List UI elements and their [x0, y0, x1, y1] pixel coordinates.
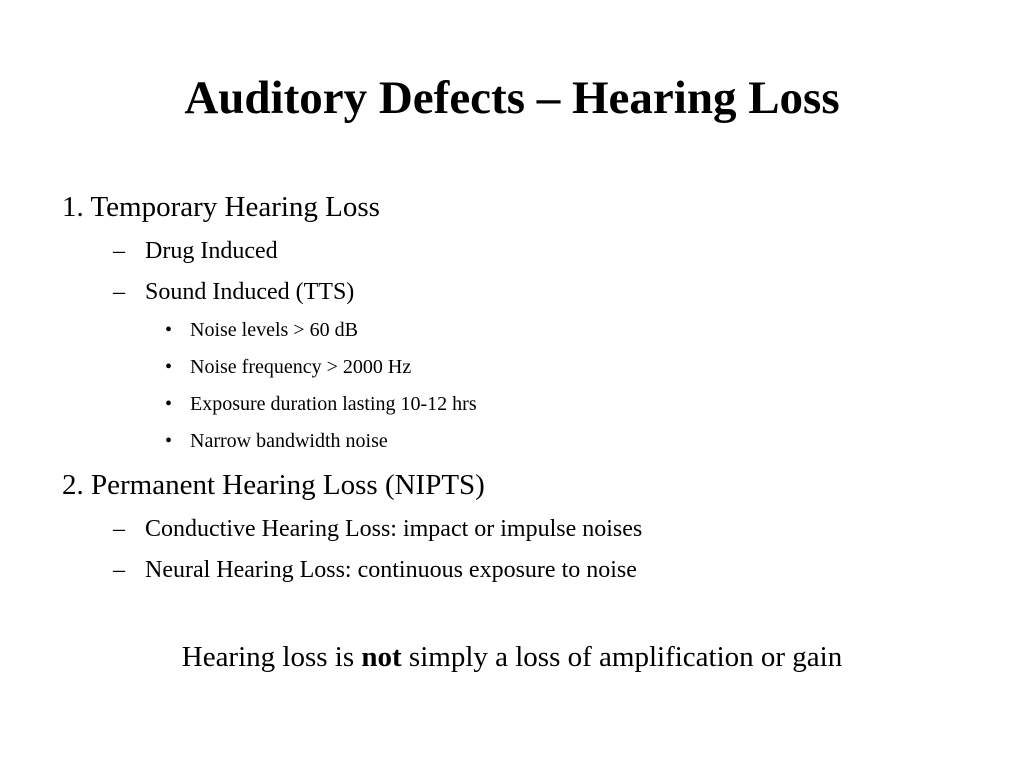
list-item-text: Neural Hearing Loss: continuous exposure to noise: [145, 557, 637, 583]
list-item-text: Sound Induced (TTS): [145, 279, 355, 305]
sub-item-text: Narrow bandwidth noise: [190, 430, 388, 452]
list-item-conductive: [113, 514, 642, 544]
sub-item-noise-levels: [162, 317, 358, 343]
section-heading-temporary: 1. Temporary Hearing Loss: [62, 191, 380, 223]
bullet-icon: •: [165, 319, 173, 341]
list-item-neural: [113, 555, 637, 585]
dash-marker: –: [113, 238, 125, 264]
sub-item-narrow-bandwidth: [162, 428, 388, 454]
summary-text-after: simply a loss of amplification or gain: [401, 641, 843, 673]
list-item-drug-induced: [113, 236, 278, 266]
slide-title: Auditory Defects – Hearing Loss: [184, 72, 840, 124]
list-item-text: Conductive Hearing Loss: impact or impulse noises: [145, 516, 643, 542]
summary-text-before: Hearing loss is: [181, 641, 362, 673]
dash-marker: –: [113, 279, 125, 305]
sub-item-noise-frequency: [162, 354, 411, 380]
summary-emphasis: not: [361, 641, 402, 673]
dash-marker: –: [113, 557, 125, 583]
bullet-icon: •: [165, 430, 173, 452]
list-item-sound-induced: [113, 277, 354, 307]
sub-item-text: Noise levels > 60 dB: [190, 319, 358, 341]
sub-item-text: Exposure duration lasting 10-12 hrs: [190, 393, 477, 415]
summary-statement: [0, 638, 1024, 676]
bullet-icon: •: [165, 393, 173, 415]
bullet-icon: •: [165, 356, 173, 378]
dash-marker: –: [113, 516, 125, 542]
sub-item-exposure-duration: [162, 391, 477, 417]
section-heading-permanent: 2. Permanent Hearing Loss (NIPTS): [62, 469, 485, 501]
list-item-text: Drug Induced: [145, 238, 278, 264]
sub-item-text: Noise frequency > 2000 Hz: [190, 356, 412, 378]
